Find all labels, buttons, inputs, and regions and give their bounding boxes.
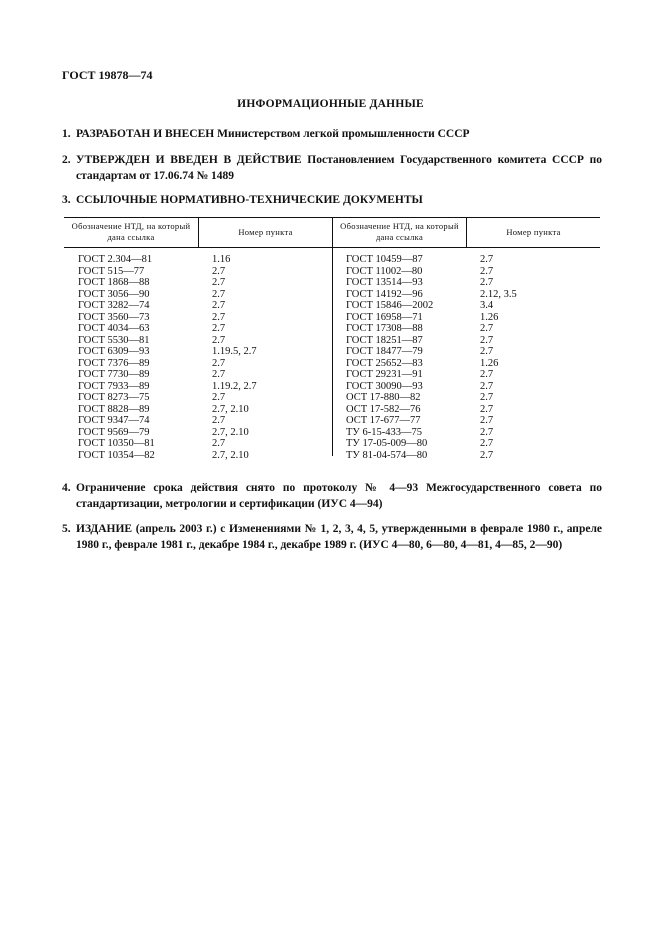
header-ntd-right: Обозначение НТД, на который дана ссылка: [340, 221, 459, 242]
table-cell-ntd: ГОСТ 15846—2002: [346, 300, 434, 311]
info-item-1: [62, 126, 602, 142]
item-number: 1.: [62, 128, 71, 140]
table-cell-point: 2.7: [212, 369, 226, 380]
table-cell-ntd: ГОСТ 18251—87: [346, 334, 423, 346]
item-number: 5.: [62, 523, 71, 535]
table-cell-ntd: ГОСТ 7376—89: [78, 357, 150, 369]
table-cell-point: 1.26: [480, 311, 499, 323]
header-ntd-left: Обозначение НТД, на который дана ссылка: [71, 221, 191, 242]
left-point-column: [212, 254, 257, 461]
table-cell-ntd: ГОСТ 9347—74: [78, 415, 150, 426]
table-cell-ntd: ГОСТ 13514—93: [346, 277, 423, 288]
table-cell-ntd: ОСТ 17-582—76: [346, 403, 421, 415]
item-lead: РАЗРАБОТАН И ВНЕСЕН: [76, 128, 215, 140]
table-cell-point: 2.7, 2.10: [212, 403, 249, 415]
table-cell-point: 2.7: [212, 300, 226, 311]
table-cell-ntd: ГОСТ 25652—83: [346, 357, 423, 369]
table-cell-point: 2.7: [212, 438, 226, 449]
header-point-left: Номер пункта: [238, 226, 293, 237]
table-cell-ntd: ГОСТ 10350—81: [78, 438, 155, 449]
table-cell-point: 2.7: [480, 380, 494, 392]
table-cell-ntd: ГОСТ 10354—82: [78, 449, 155, 461]
info-item-2: [62, 152, 602, 184]
table-cell-point: 2.7: [480, 449, 494, 461]
table-cell-point: 2.7: [480, 426, 494, 438]
right-ntd-column: [346, 254, 433, 461]
table-cell-point: 2.12, 3.5: [480, 288, 517, 300]
table-cell-point: 2.7: [212, 311, 226, 323]
item-lead: ССЫЛОЧНЫЕ НОРМАТИВНО-ТЕХНИЧЕСКИЕ ДОКУМЕНТЫ: [76, 194, 423, 206]
left-ntd-column: [78, 254, 155, 461]
item-number: 3.: [62, 194, 71, 206]
table-cell-ntd: ГОСТ 8273—75: [78, 392, 150, 403]
table-cell-ntd: ГОСТ 30090—93: [346, 380, 423, 392]
table-cell-point: 2.7: [480, 369, 494, 380]
center-divider: [332, 217, 333, 456]
table-cell-ntd: ГОСТ 11002—80: [346, 265, 423, 277]
info-item-5: [62, 521, 602, 553]
table-cell-point: 2.7: [212, 357, 226, 369]
table-cell-ntd: ОСТ 17-677—77: [346, 415, 421, 426]
table-cell-point: 1.16: [212, 254, 231, 265]
table-cell-point: 2.7: [480, 254, 494, 265]
document-header: ГОСТ 19878—74: [62, 68, 153, 82]
item-number: 4.: [62, 482, 71, 494]
item-lead: ИЗДАНИЕ: [76, 523, 133, 535]
item-number: 2.: [62, 154, 71, 166]
table-cell-ntd: ГОСТ 16958—71: [346, 311, 423, 323]
table-cell-point: 2.7: [212, 288, 226, 300]
table-cell-point: 2.7: [480, 323, 494, 334]
table-cell-point: 1.19.2, 2.7: [212, 380, 257, 392]
table-cell-point: 2.7: [480, 415, 494, 426]
table-cell-ntd: ГОСТ 10459—87: [346, 254, 423, 265]
table-cell-point: 2.7: [480, 265, 494, 277]
table-cell-ntd: ГОСТ 3560—73: [78, 311, 150, 323]
table-cell-ntd: ГОСТ 3282—74: [78, 300, 150, 311]
item-text: Ограничение срока действия снято по протоколу № 4—93 Межгосударственного совета по стандартизации, метрологии и сертификации (ИУС 4—94): [76, 482, 602, 510]
table-cell-ntd: ГОСТ 4034—63: [78, 323, 150, 334]
info-item-4: [62, 480, 602, 512]
table-cell-point: 2.7: [212, 265, 226, 277]
table-cell-point: 1.19.5, 2.7: [212, 346, 257, 357]
table-cell-point: 2.7: [212, 277, 226, 288]
header-point-right: Номер пункта: [506, 226, 561, 237]
table-cell-ntd: ГОСТ 6309—93: [78, 346, 150, 357]
table-cell-ntd: ГОСТ 8828—89: [78, 403, 150, 415]
table-cell-point: 2.7: [212, 415, 226, 426]
table-cell-point: 2.7: [480, 334, 494, 346]
table-cell-point: 2.7: [480, 392, 494, 403]
table-cell-point: 2.7, 2.10: [212, 426, 249, 438]
table-cell-point: 2.7: [480, 346, 494, 357]
table-cell-ntd: ГОСТ 18477—79: [346, 346, 423, 357]
table-cell-point: 2.7: [212, 334, 226, 346]
table-cell-point: 1.26: [480, 357, 499, 369]
table-cell-ntd: ГОСТ 1868—88: [78, 277, 150, 288]
table-cell-ntd: ГОСТ 2.304—81: [78, 254, 153, 265]
table-cell-ntd: ГОСТ 17308—88: [346, 323, 423, 334]
table-cell-ntd: ГОСТ 515—77: [78, 265, 145, 277]
item-text: Постановлением Государственного комитета СССР по стандартам от 17.06.74 № 1489: [76, 154, 602, 182]
right-point-column: [480, 254, 517, 461]
table-cell-point: 2.7: [480, 403, 494, 415]
table-cell-ntd: ГОСТ 5530—81: [78, 334, 150, 346]
table-cell-ntd: ТУ 6-15-433—75: [346, 426, 422, 438]
table-cell-ntd: ГОСТ 9569—79: [78, 426, 150, 438]
table-cell-ntd: ГОСТ 14192—96: [346, 288, 423, 300]
table-cell-ntd: ГОСТ 7933—89: [78, 380, 150, 392]
table-cell-point: 2.7: [212, 392, 226, 403]
item-lead: УТВЕРЖДЕН И ВВЕДЕН В ДЕЙСТВИЕ: [76, 154, 302, 166]
table-cell-ntd: ТУ 81-04-574—80: [346, 449, 428, 461]
section-title: ИНФОРМАЦИОННЫЕ ДАННЫЕ: [237, 98, 424, 110]
table-cell-ntd: ТУ 17-05-009—80: [346, 438, 428, 449]
table-cell-point: 2.7: [480, 277, 494, 288]
table-cell-ntd: ГОСТ 3056—90: [78, 288, 150, 300]
table-cell-point: 3.4: [480, 300, 494, 311]
table-cell-ntd: ГОСТ 7730—89: [78, 369, 150, 380]
table-cell-point: 2.7, 2.10: [212, 449, 249, 461]
table-cell-ntd: ОСТ 17-880—82: [346, 392, 421, 403]
table-cell-ntd: ГОСТ 29231—91: [346, 369, 423, 380]
table-cell-point: 2.7: [480, 438, 494, 449]
table-cell-point: 2.7: [212, 323, 226, 334]
item-text: Министерством легкой промышленности СССР: [217, 128, 470, 140]
item-text: (апрель 2003 г.) с Изменениями № 1, 2, 3, 4, 5, утвержденными в феврале 1980 г., апреле 1980 г., феврале 1981 г., декабре 1984 г., декабре 1989 г. (ИУС 4—80, 6—80, 4—81, 4—85, 2—90): [76, 523, 602, 551]
info-item-3: [62, 192, 602, 208]
